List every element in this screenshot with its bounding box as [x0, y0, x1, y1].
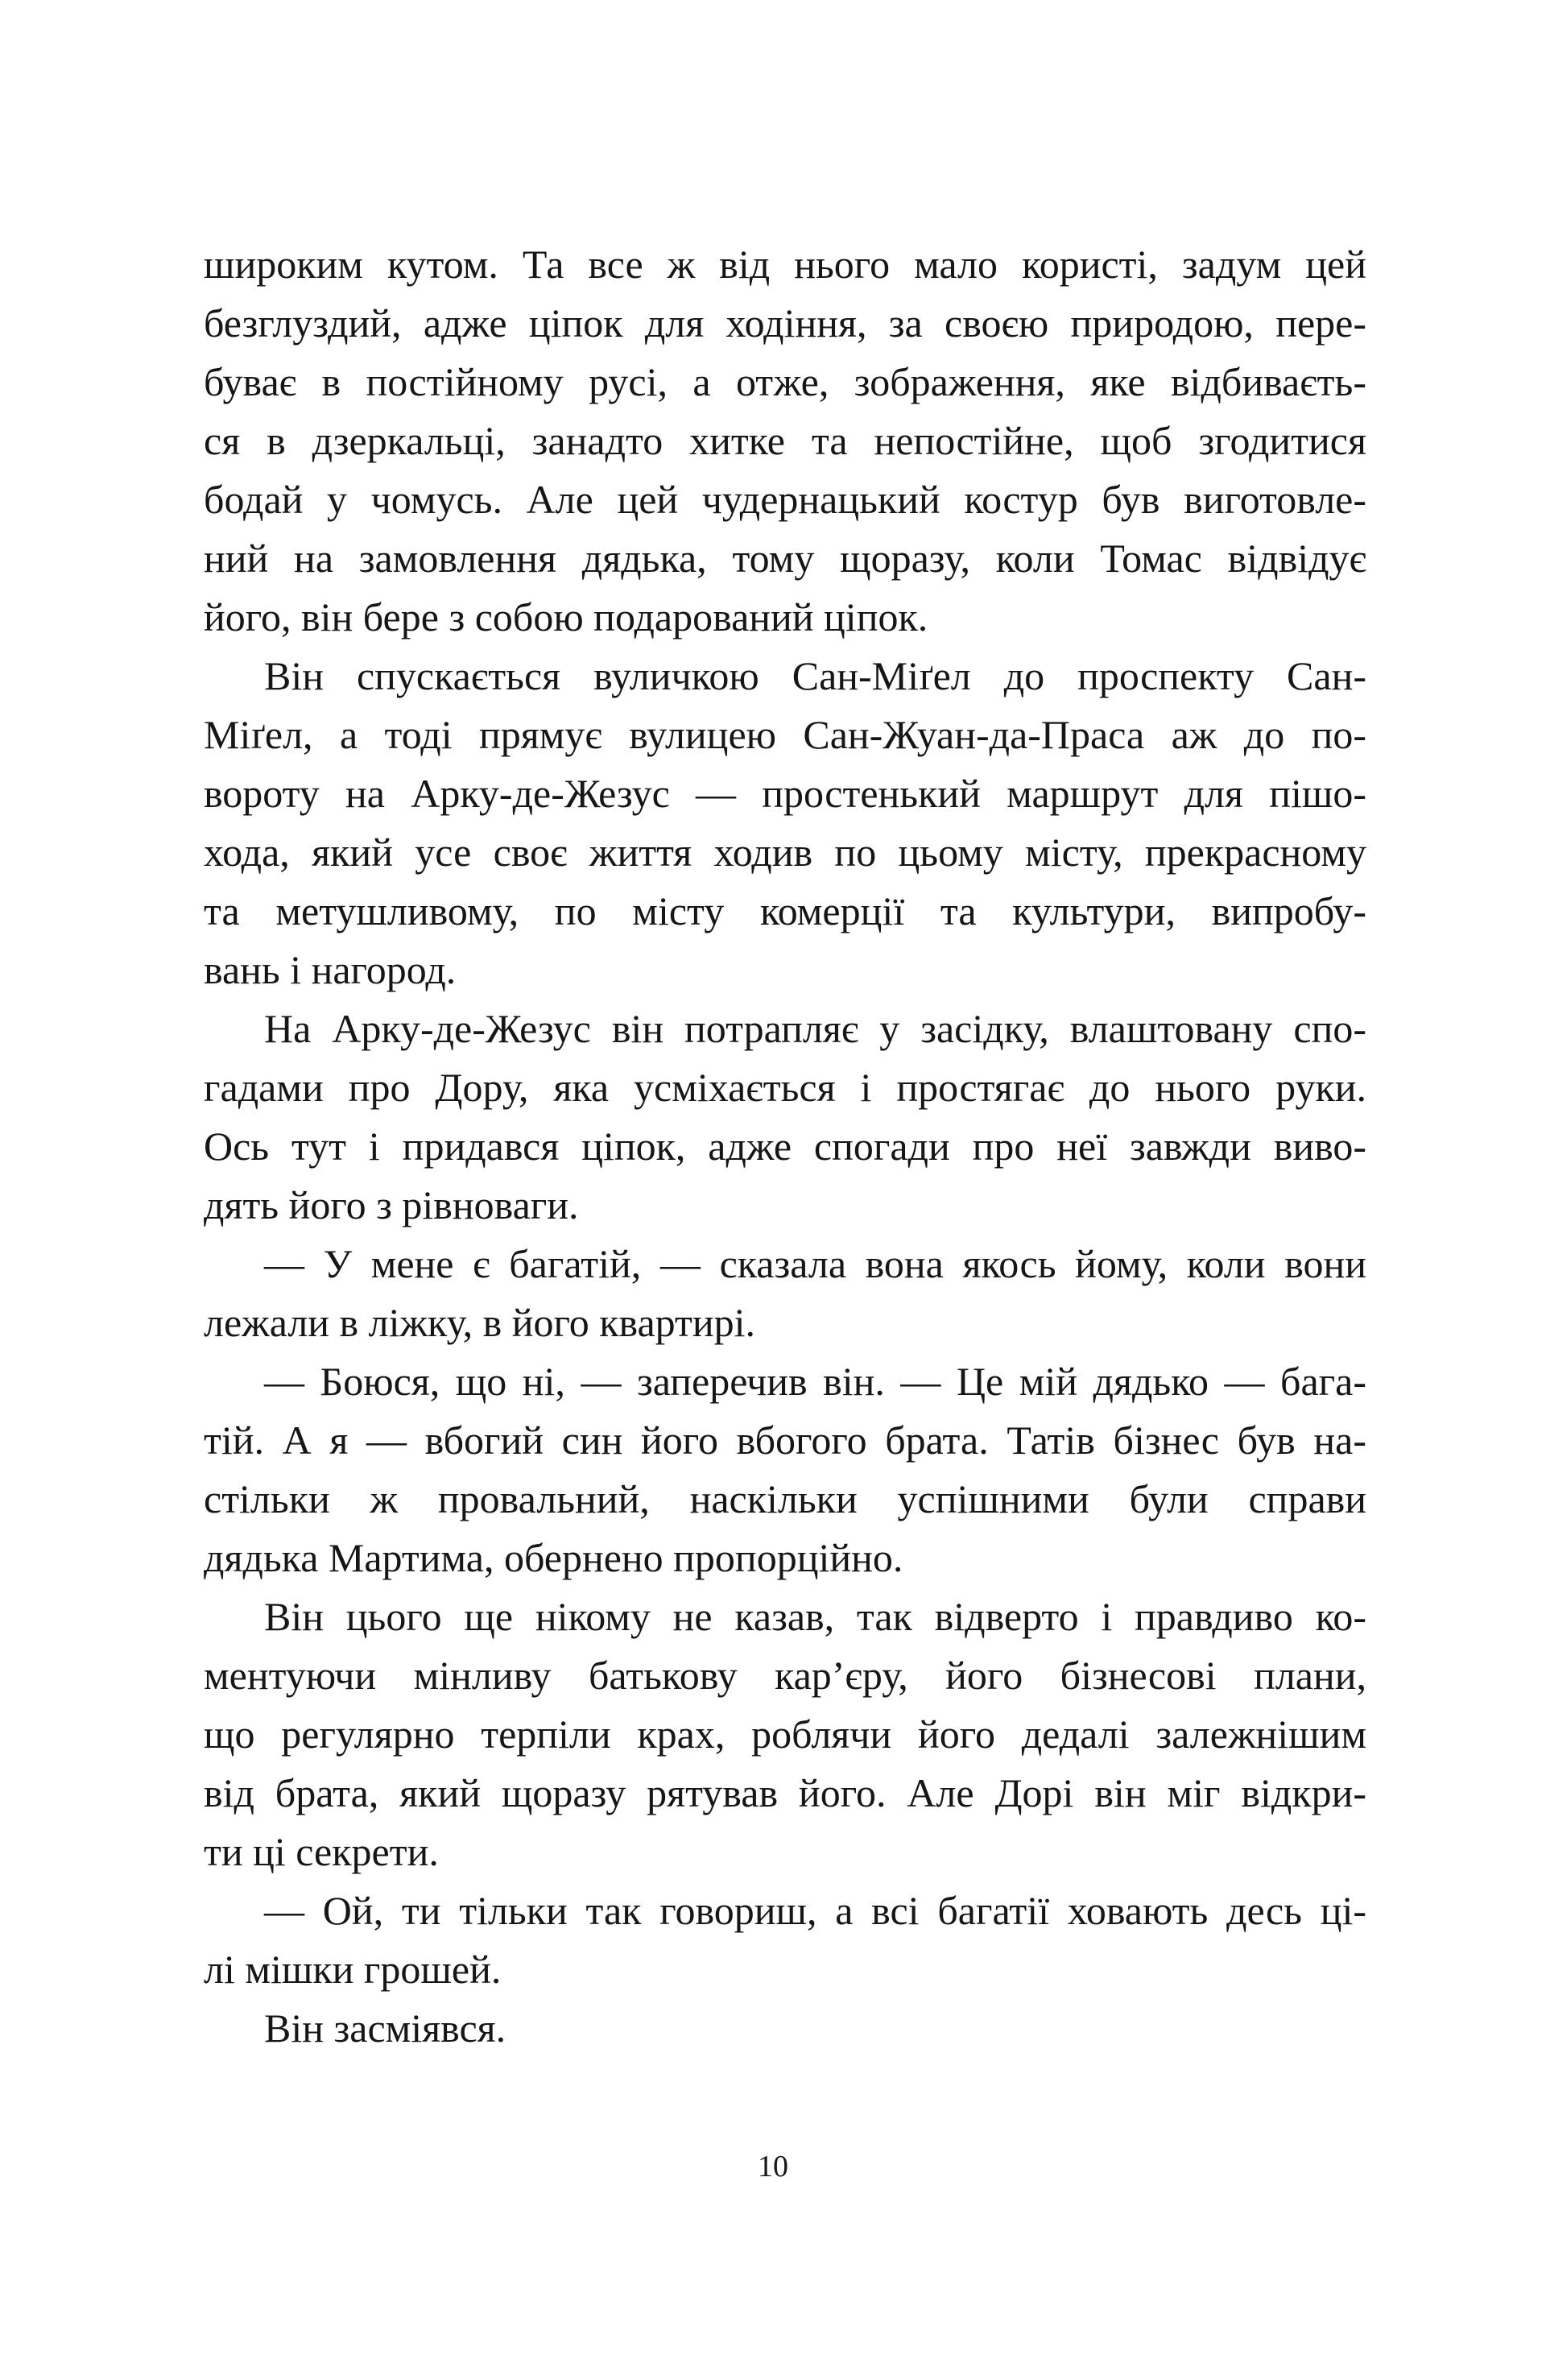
text-line: його, він бере з собою подарований ціпок. — [204, 594, 928, 639]
paragraph — [204, 1881, 1366, 1999]
text-line: від брата, який щоразу рятував його. Але Дорі він міг відкри- — [204, 1770, 1366, 1815]
text-line: буває в постійному русі, а отже, зображення, яке відбиваєть- — [204, 359, 1366, 404]
text-line: ти ці секрети. — [204, 1829, 439, 1874]
text-line: Він цього ще нікому не казав, так відверто і правдиво ко- — [264, 1594, 1366, 1639]
paragraph — [204, 1999, 1366, 2058]
paragraph — [204, 1587, 1366, 1881]
text-line: дять його з рівноваги. — [204, 1182, 579, 1227]
text-line: безглуздий, адже ціпок для ходіння, за своєю природою, пере- — [204, 300, 1366, 346]
text-line: ся в дзеркальці, занадто хитке та непостійне, щоб згодитися — [204, 418, 1366, 463]
text-line: вань і нагород. — [204, 947, 457, 992]
text-line: що регулярно терпіли крах, роблячи його дедалі залежнішим — [204, 1712, 1366, 1757]
text-line: стільки ж провальний, наскільки успішними були справи — [204, 1476, 1366, 1521]
text-line: широким кутом. Та все ж від нього мало користі, задум цей — [204, 242, 1366, 287]
text-line: ний на замовлення дядька, тому щоразу, коли Томас відвідує — [204, 536, 1366, 581]
paragraph — [204, 1235, 1366, 1352]
text-line: лежали в ліжку, в його квартирі. — [204, 1300, 756, 1345]
text-line: ментуючи мінливу батькову кар’єру, його бізнесові плани, — [204, 1653, 1366, 1698]
paragraph — [204, 235, 1366, 647]
page-number: 10 — [758, 2150, 788, 2183]
text-line: — У мене є багатій, — сказала вона якось йому, коли вони — [264, 1241, 1366, 1286]
text-line: хода, який усе своє життя ходив по цьому місту, прекрасному — [204, 830, 1366, 875]
text-line: лі мішки грошей. — [204, 1947, 502, 1992]
text-line: Ось тут і придався ціпок, адже спогади про неї завжди виво- — [204, 1124, 1366, 1169]
paragraph — [204, 1000, 1366, 1235]
paragraph — [204, 1352, 1366, 1587]
text-line: дядька Мартима, обернено пропорційно. — [204, 1535, 903, 1580]
text-line: Міґел, а тоді прямує вулицею Сан-Жуан-да-Праса аж до по- — [204, 712, 1366, 757]
text-line: гадами про Дору, яка усміхається і простягає до нього руки. — [204, 1065, 1366, 1110]
text-line: вороту на Арку-де-Жезус — простенький маршрут для пішо- — [204, 771, 1366, 816]
body-text — [204, 235, 1366, 2058]
text-line: бодай у чомусь. Але цей чудернацький костур був виготовле- — [204, 477, 1366, 522]
text-line: та метушливому, по місту комерції та культури, випробу- — [204, 888, 1366, 933]
text-line: Він засміявся. — [264, 2005, 506, 2051]
text-line: — Ой, ти тільки так говориш, а всі багатії ховають десь ці- — [264, 1888, 1366, 1933]
text-line: На Арку-де-Жезус він потрапляє у засідку, влаштовану спо- — [264, 1006, 1366, 1051]
text-line: Він спускається вуличкою Сан-Міґел до проспекту Сан- — [264, 653, 1366, 698]
text-line: — Боюся, що ні, — заперечив він. — Це мій дядько — бага- — [264, 1359, 1366, 1404]
paragraph — [204, 647, 1366, 1000]
text-line: тій. А я — вбогий син його вбогого брата. Татів бізнес був на- — [204, 1418, 1366, 1463]
